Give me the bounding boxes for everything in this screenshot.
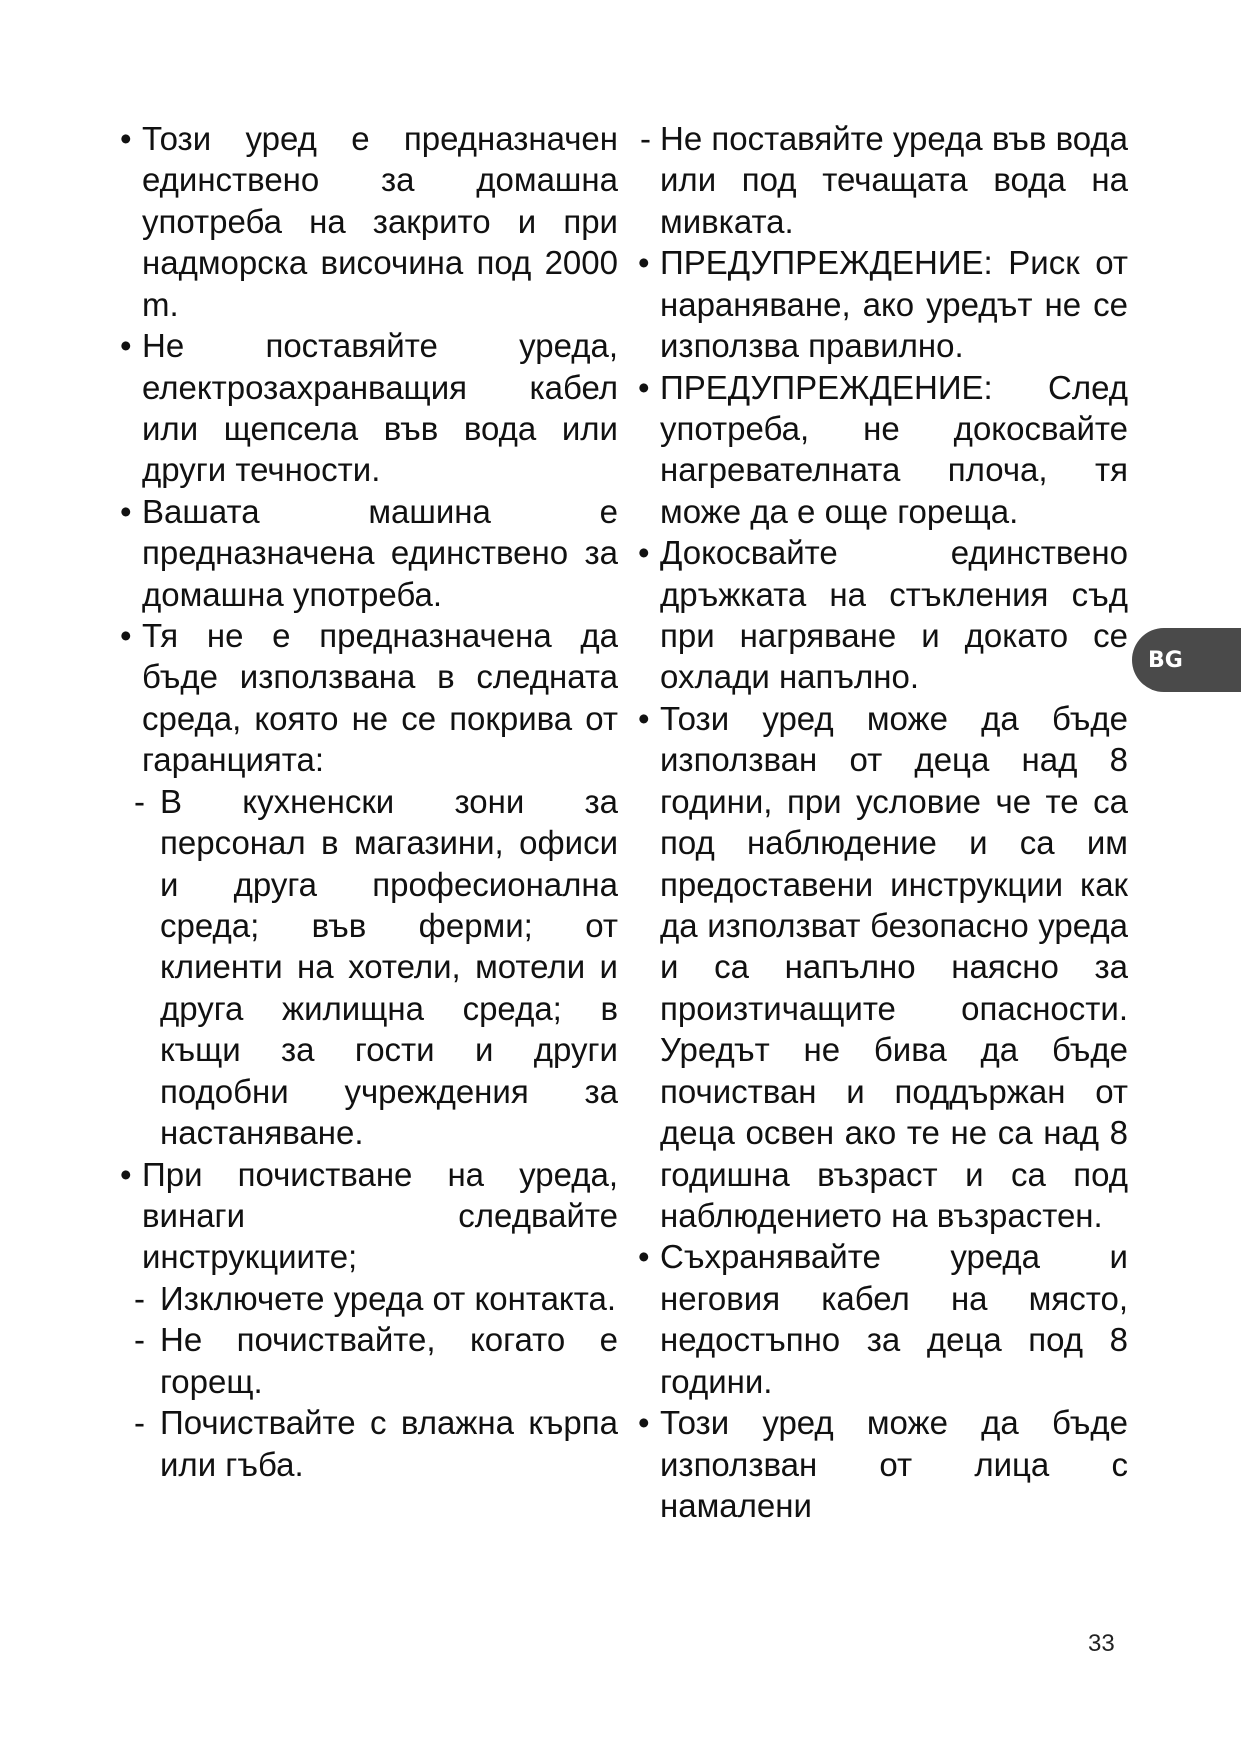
left-column xyxy=(120,118,618,1485)
language-tab: BG xyxy=(1132,628,1241,692)
right-column xyxy=(638,118,1128,1526)
safety-item: • Съхранявайте уреда и неговия кабел на място, недостъпно за деца под 8 години. xyxy=(638,1236,1128,1402)
safety-item: • Вашата машина е предназначена единствено за домашна употреба. xyxy=(120,491,618,615)
safety-subitem: - Изключете уреда от контакта. xyxy=(120,1278,618,1319)
safety-item: • ПРЕДУПРЕЖДЕНИЕ: След употреба, не докосвайте нагревателната плоча, тя може да е още гореща. xyxy=(638,367,1128,533)
page-number: 33 xyxy=(1088,1630,1115,1657)
safety-item: • Този уред може да бъде използван от лица с намалени xyxy=(638,1402,1128,1526)
safety-item: • При почистване на уреда, винаги следвайте инструкциите; xyxy=(120,1154,618,1278)
safety-subitem: - В кухненски зони за персонал в магазини, офиси и друга професионална среда; във ферми; от клиенти на хотели, мотели и друга жилищна среда; в къщи за гости и други подобни учреждения за настаняване. xyxy=(120,781,618,1154)
safety-subitem: - Не почиствайте, когато е горещ. xyxy=(120,1319,618,1402)
safety-subitem: - Не поставяйте уреда във вода или под течащата вода на мивката. xyxy=(638,118,1128,242)
safety-item: • Тя не е предназначена да бъде използвана в следната среда, която не се покрива от гаранцията: xyxy=(120,615,618,781)
safety-subitem: - Почиствайте с влажна кърпа или гъба. xyxy=(120,1402,618,1485)
safety-item: • Този уред е предназначен единствено за домашна употреба на закрито и при надморска височина под 2000 m. xyxy=(120,118,618,325)
safety-item: • Докосвайте единствено дръжката на стъкления съд при нагряване и докато се охлади напълно. xyxy=(638,532,1128,698)
safety-item: • Този уред може да бъде използван от деца над 8 години, при условие че те са под наблюдение и са им предоставени инструкции как да използват безопасно уреда и са напълно наясно за произтичащите опасности. Уредът не бива да бъде почистван и поддържан от деца освен ако те не са над 8 годишна възраст и са под наблюдението на възрастен. xyxy=(638,698,1128,1236)
safety-item: • ПРЕДУПРЕЖДЕНИЕ: Риск от нараняване, ако уредът не се използва правилно. xyxy=(638,242,1128,366)
safety-item: • Не поставяйте уреда, електрозахранващия кабел или щепсела във вода или други течности. xyxy=(120,325,618,491)
